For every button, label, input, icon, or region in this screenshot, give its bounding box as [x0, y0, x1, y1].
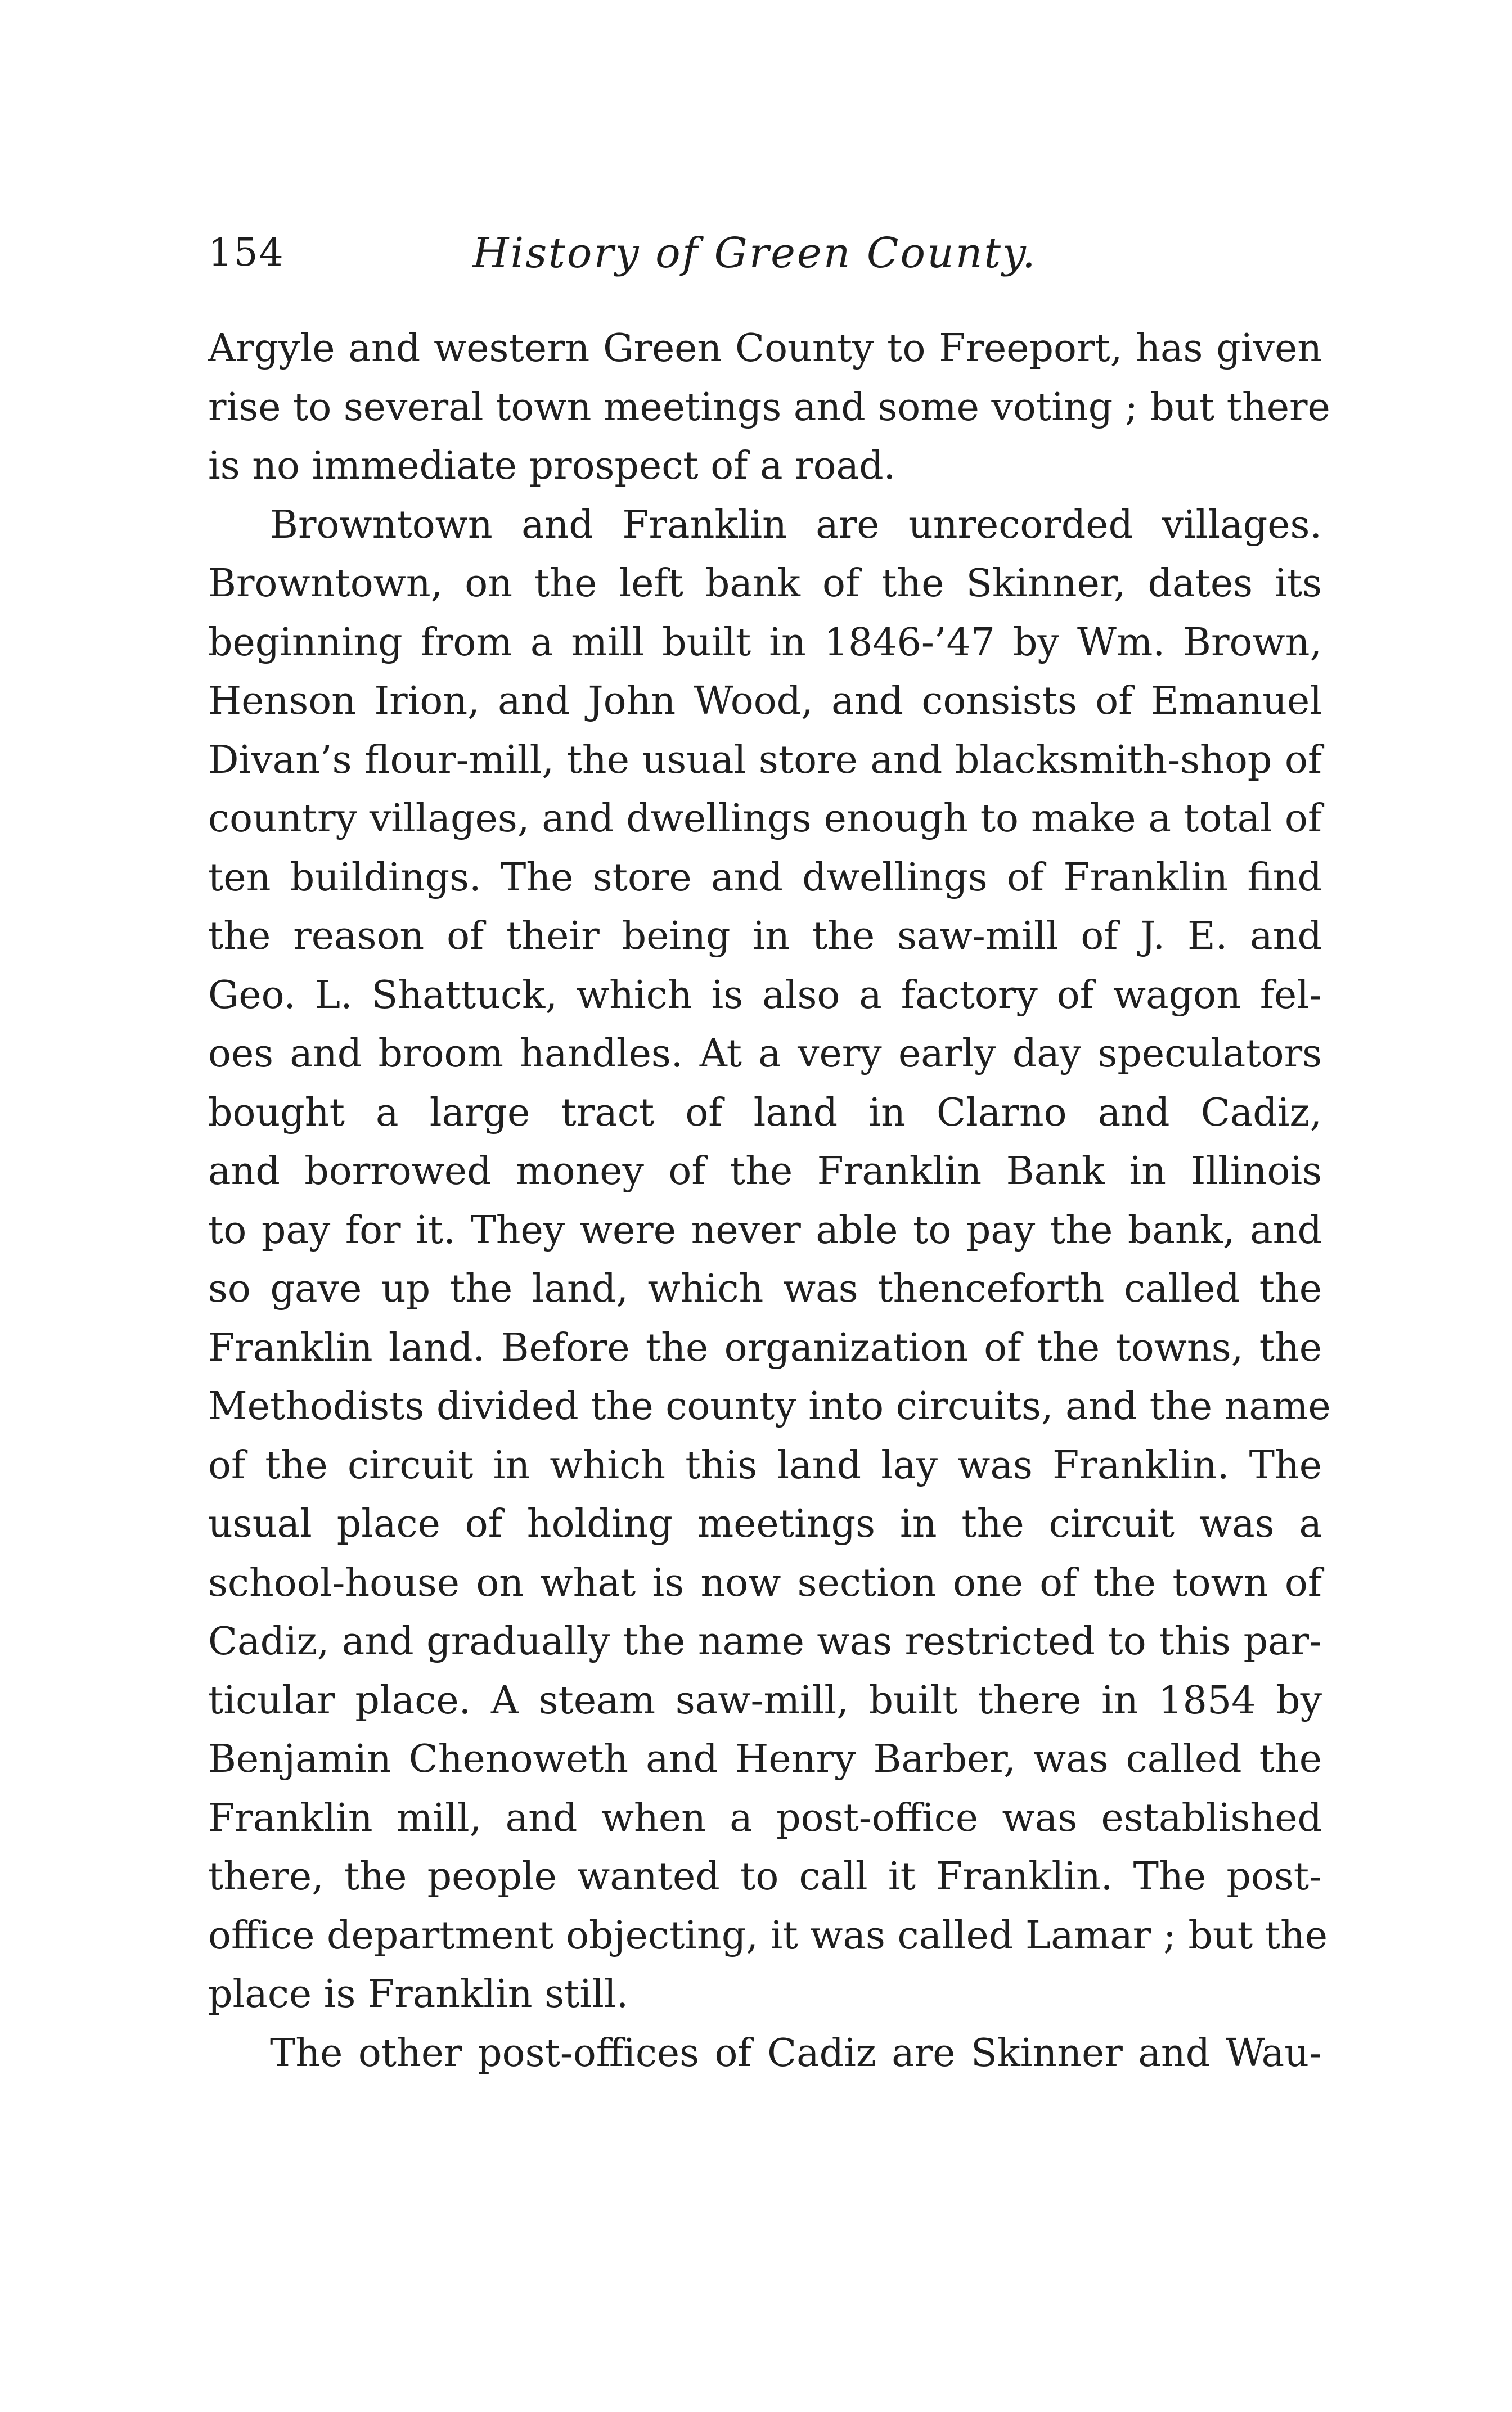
text-line: office department objecting, it was called Lamar ; but the: [208, 1913, 1328, 1958]
text-line: rise to several town meetings and some voting ; but there: [208, 385, 1330, 430]
running-head: [208, 222, 1322, 284]
text-line: beginning from a mill built in 1846-’47 by Wm. Brown,: [208, 620, 1322, 665]
text-line: ten buildings. The store and dwellings of Franklin find: [208, 855, 1322, 900]
text-line: Divan’s flour-mill, the usual store and blacksmith-shop of: [208, 737, 1322, 782]
text-line: of the circuit in which this land lay was Franklin. The: [208, 1443, 1322, 1488]
text-line: Henson Irion, and John Wood, and consists of Emanuel: [208, 679, 1322, 723]
text-line: Browntown and Franklin are unrecorded villages.: [270, 502, 1322, 547]
text-line: Cadiz, and gradually the name was restricted to this par-: [208, 1619, 1322, 1664]
text-line: the reason of their being in the saw-mill of J. E. and: [208, 914, 1322, 958]
text-line: usual place of holding meetings in the circuit was a: [208, 1502, 1322, 1546]
text-line: and borrowed money of the Franklin Bank in Illinois: [208, 1149, 1322, 1194]
text-line: so gave up the land, which was thenceforth called the: [208, 1267, 1322, 1311]
text-line: Franklin land. Before the organization of the towns, the: [208, 1325, 1322, 1370]
running-title: History of Green County.: [472, 229, 1037, 277]
text-line: oes and broom handles. At a very early day speculators: [208, 1032, 1322, 1076]
text-line: Franklin mill, and when a post-office was established: [208, 1796, 1322, 1840]
text-line: school-house on what is now section one of the town of: [208, 1560, 1322, 1605]
text-line: place is Franklin still.: [208, 1972, 629, 2017]
text-line: country villages, and dwellings enough to make a total of: [208, 796, 1322, 841]
text-line: Browntown, on the left bank of the Skinner, dates its: [208, 561, 1322, 606]
text-line: is no immediate prospect of a road.: [208, 444, 896, 488]
page-number: 154: [208, 231, 285, 275]
text-line: Methodists divided the county into circuits, and the name: [208, 1384, 1331, 1429]
text-line: there, the people wanted to call it Franklin. The post-: [208, 1855, 1322, 1899]
text-line: Benjamin Chenoweth and Henry Barber, was called the: [208, 1737, 1322, 1781]
text-line: Argyle and western Green County to Freeport, has given: [208, 326, 1322, 371]
text-line: Geo. L. Shattuck, which is also a factory of wagon fel-: [208, 973, 1322, 1018]
text-line: bought a large tract of land in Clarno and Cadiz,: [208, 1090, 1322, 1135]
body-text: [208, 320, 1331, 2083]
text-line: The other post-offices of Cadiz are Skinner and Wau-: [270, 2031, 1322, 2076]
text-line: to pay for it. They were never able to pay the bank, and: [208, 1208, 1322, 1253]
text-line: ticular place. A steam saw-mill, built there in 1854 by: [208, 1678, 1322, 1723]
